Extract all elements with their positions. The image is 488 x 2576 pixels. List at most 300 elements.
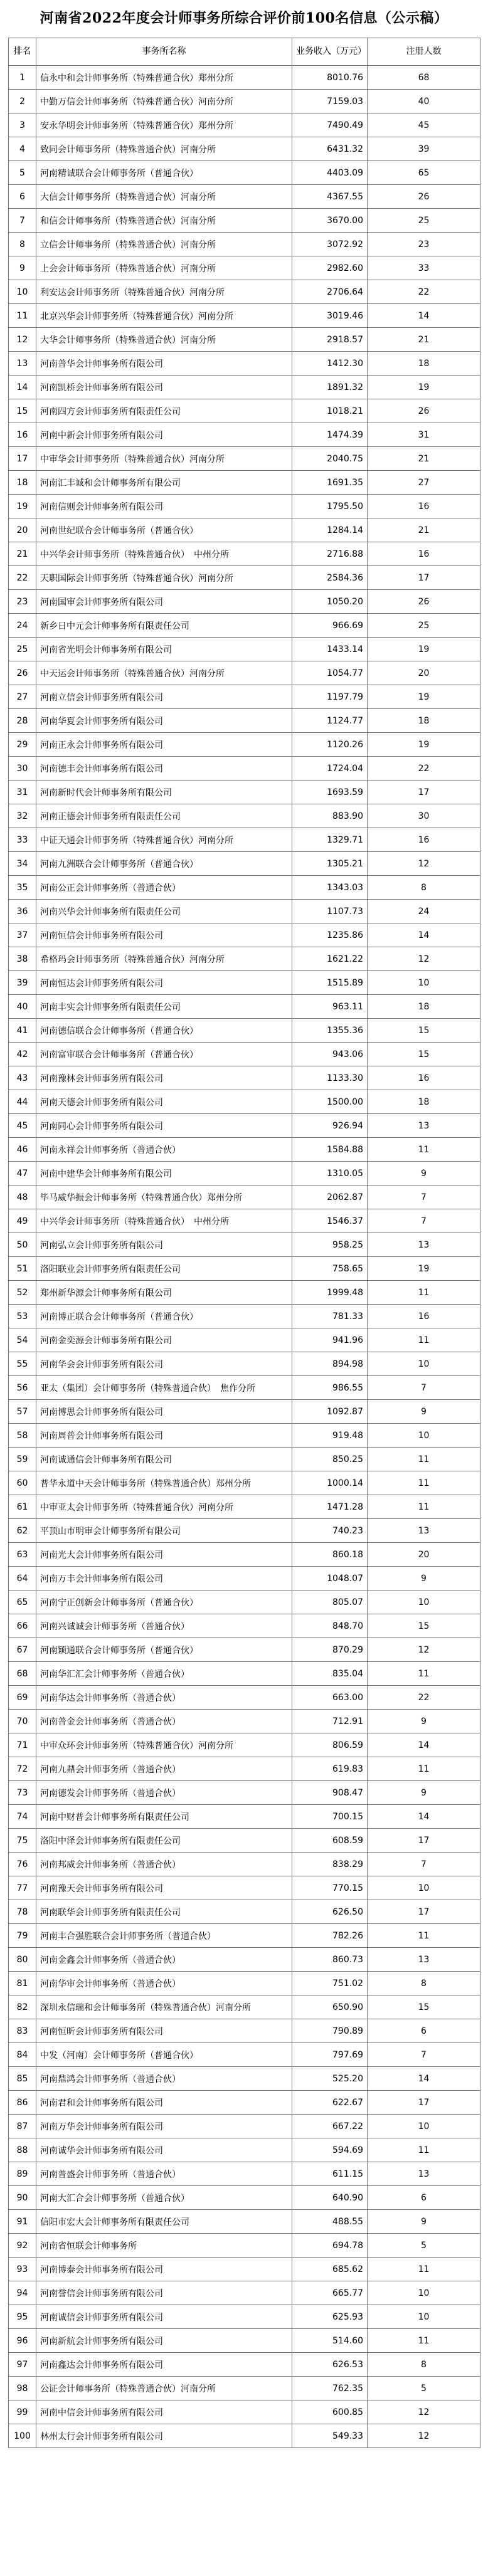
firm-name-cell: 中天运会计师事务所（特殊普通合伙）河南分所 [36,661,292,685]
cpa-count-cell: 26 [368,185,480,209]
revenue-cell: 549.33 [292,2424,368,2448]
revenue-cell: 626.53 [292,2353,368,2377]
revenue-cell: 4367.55 [292,185,368,209]
table-row [9,590,480,614]
revenue-cell: 740.23 [292,1519,368,1543]
firm-name-cell: 河南大汇合会计师事务所（普通合伙） [36,2186,292,2210]
ranking-table [8,38,480,2448]
cpa-count-cell: 11 [368,1448,480,1471]
table-row [9,2234,480,2258]
table-row [9,2377,480,2400]
table-row [9,1328,480,1352]
cpa-count-cell: 11 [368,1138,480,1162]
table-row [9,1900,480,1924]
revenue-cell: 963.11 [292,995,368,1019]
rank-cell: 5 [9,161,36,185]
rank-cell: 71 [9,1733,36,1757]
revenue-cell: 3072.92 [292,233,368,256]
rank-cell: 31 [9,781,36,804]
firm-name-cell: 河南万丰会计师事务所有限公司 [36,1567,292,1590]
revenue-cell: 1724.04 [292,757,368,781]
cpa-count-cell: 12 [368,2424,480,2448]
revenue-cell: 1107.73 [292,900,368,923]
rank-cell: 72 [9,1757,36,1781]
firm-name-cell: 河南永祥会计师事务所（普通合伙） [36,1138,292,1162]
cpa-count-cell: 18 [368,1090,480,1114]
revenue-cell: 7159.03 [292,90,368,113]
rank-cell: 74 [9,1805,36,1829]
revenue-cell: 663.00 [292,1686,368,1710]
rank-cell: 75 [9,1829,36,1853]
firm-name-cell: 河南华夏会计师事务所有限公司 [36,709,292,733]
rank-cell: 30 [9,757,36,781]
firm-name-cell: 天职国际会计师事务所（特殊普通合伙）河南分所 [36,566,292,590]
cpa-count-cell: 5 [368,2377,480,2400]
rank-cell: 9 [9,256,36,280]
cpa-count-cell: 40 [368,90,480,113]
revenue-cell: 594.69 [292,2138,368,2162]
table-row [9,1495,480,1519]
firm-name-cell: 河南博泰会计师事务所有限公司 [36,2258,292,2281]
firm-name-cell: 河南丰实会计师事务所有限责任公司 [36,995,292,1019]
revenue-cell: 667.22 [292,2115,368,2138]
table-row [9,709,480,733]
table-row [9,1305,480,1328]
cpa-count-cell: 65 [368,161,480,185]
firm-name-cell: 普华永道中天会计师事务所（特殊普通合伙）郑州分所 [36,1471,292,1495]
revenue-cell: 1120.26 [292,733,368,757]
rank-cell: 22 [9,566,36,590]
table-row [9,828,480,852]
firm-name-cell: 毕马威华振会计师事务所（特殊普通合伙）郑州分所 [36,1185,292,1209]
rank-cell: 70 [9,1710,36,1733]
cpa-count-cell: 7 [368,1376,480,1400]
rank-cell: 11 [9,304,36,328]
cpa-count-cell: 24 [368,900,480,923]
table-row [9,757,480,781]
revenue-cell: 622.67 [292,2091,368,2115]
table-row [9,1638,480,1662]
firm-name-cell: 河南四方会计师事务所有限责任公司 [36,399,292,423]
firm-name-cell: 河南博正联合会计师事务所（普通合伙） [36,1305,292,1328]
cpa-count-cell: 11 [368,2258,480,2281]
firm-name-cell: 河南精诚联合会计师事务所（普通合伙） [36,161,292,185]
revenue-cell: 2584.36 [292,566,368,590]
table-row [9,1948,480,1972]
firm-name-cell: 河南弘立会计师事务所有限公司 [36,1233,292,1257]
table-row [9,1066,480,1090]
cpa-count-cell: 21 [368,447,480,471]
table-row [9,1686,480,1710]
firm-name-cell: 河南九鼎会计师事务所（普通合伙） [36,1757,292,1781]
revenue-cell: 1474.39 [292,423,368,447]
table-row [9,2305,480,2329]
cpa-count-cell: 18 [368,709,480,733]
table-row [9,2186,480,2210]
firm-name-cell: 中兴华会计师事务所（特殊普通合伙） 中州分所 [36,542,292,566]
rank-cell: 94 [9,2281,36,2305]
rank-cell: 55 [9,1352,36,1376]
rank-cell: 90 [9,2186,36,2210]
firm-name-cell: 河南恒昕会计师事务所有限公司 [36,2019,292,2043]
table-row [9,518,480,542]
rank-cell: 100 [9,2424,36,2448]
rank-cell: 38 [9,947,36,971]
cpa-count-cell: 13 [368,1519,480,1543]
table-row [9,280,480,304]
rank-cell: 62 [9,1519,36,1543]
rank-cell: 69 [9,1686,36,1710]
table-row [9,233,480,256]
firm-name-cell: 河南金鑫会计师事务所（普通合伙） [36,1948,292,1972]
revenue-cell: 1310.05 [292,1162,368,1185]
rank-cell: 45 [9,1114,36,1138]
firm-name-cell: 上会会计师事务所（特殊普通合伙）河南分所 [36,256,292,280]
table-row [9,352,480,376]
firm-name-cell: 河南邦威会计师事务所（普通合伙） [36,1853,292,1876]
firm-name-cell: 新乡日中元会计师事务所有限责任公司 [36,614,292,638]
cpa-count-cell: 14 [368,2067,480,2091]
table-row [9,66,480,90]
cpa-count-cell: 9 [368,1781,480,1805]
cpa-count-cell: 10 [368,971,480,995]
firm-name-cell: 河南凯桥会计师事务所有限公司 [36,376,292,399]
table-row [9,1543,480,1567]
revenue-cell: 7490.49 [292,113,368,137]
table-row [9,328,480,352]
rank-cell: 25 [9,638,36,661]
rank-cell: 32 [9,804,36,828]
rank-cell: 83 [9,2019,36,2043]
cpa-count-cell: 11 [368,1757,480,1781]
table-row [9,971,480,995]
firm-name-cell: 深圳永信瑞和会计师事务所（特殊普通合伙）河南分所 [36,1995,292,2019]
table-row [9,1710,480,1733]
revenue-cell: 986.55 [292,1376,368,1400]
rank-cell: 48 [9,1185,36,1209]
firm-name-cell: 公证会计师事务所（特殊普通合伙）河南分所 [36,2377,292,2400]
table-row [9,1424,480,1448]
rank-cell: 12 [9,328,36,352]
revenue-cell: 1284.14 [292,518,368,542]
rank-cell: 27 [9,685,36,709]
table-row [9,1162,480,1185]
rank-cell: 2 [9,90,36,113]
revenue-cell: 1133.30 [292,1066,368,1090]
table-row [9,1090,480,1114]
cpa-count-cell: 18 [368,352,480,376]
cpa-count-cell: 11 [368,1495,480,1519]
revenue-cell: 943.06 [292,1043,368,1066]
cpa-count-cell: 13 [368,1233,480,1257]
cpa-count-cell: 27 [368,471,480,495]
table-body [9,66,480,2448]
firm-name-cell: 河南中信会计师事务所有限公司 [36,2400,292,2424]
table-row [9,399,480,423]
firm-name-cell: 河南富审联合会计师事务所（普通合伙） [36,1043,292,1066]
table-row [9,256,480,280]
firm-name-cell: 河南同心会计师事务所有限公司 [36,1114,292,1138]
table-header-row [9,38,480,66]
firm-name-cell: 河南世纪联合会计师事务所（普通合伙） [36,518,292,542]
revenue-cell: 966.69 [292,614,368,638]
cpa-count-cell: 13 [368,1948,480,1972]
rank-cell: 6 [9,185,36,209]
firm-name-cell: 河南君和会计师事务所有限公司 [36,2091,292,2115]
revenue-cell: 1433.14 [292,638,368,661]
cpa-count-cell: 9 [368,2210,480,2234]
cpa-count-cell: 31 [368,423,480,447]
cpa-count-cell: 22 [368,1686,480,1710]
rank-cell: 85 [9,2067,36,2091]
revenue-cell: 685.62 [292,2258,368,2281]
rank-cell: 19 [9,495,36,518]
rank-cell: 40 [9,995,36,1019]
rank-cell: 60 [9,1471,36,1495]
rank-cell: 10 [9,280,36,304]
revenue-cell: 894.98 [292,1352,368,1376]
firm-name-cell: 河南立信会计师事务所有限公司 [36,685,292,709]
firm-name-cell: 河南博思会计师事务所有限公司 [36,1400,292,1424]
rank-cell: 42 [9,1043,36,1066]
firm-name-cell: 河南华达会计师事务所（普通合伙） [36,1686,292,1710]
cpa-count-cell: 9 [368,1400,480,1424]
revenue-cell: 958.25 [292,1233,368,1257]
cpa-count-cell: 8 [368,2353,480,2377]
rank-cell: 61 [9,1495,36,1519]
table-row [9,661,480,685]
cpa-count-cell: 8 [368,1972,480,1995]
rank-cell: 76 [9,1853,36,1876]
revenue-cell: 1235.86 [292,923,368,947]
revenue-cell: 835.04 [292,1662,368,1686]
revenue-cell: 1343.03 [292,876,368,900]
table-row [9,1924,480,1948]
table-row [9,804,480,828]
revenue-cell: 770.15 [292,1876,368,1900]
revenue-cell: 712.91 [292,1710,368,1733]
cpa-count-cell: 19 [368,638,480,661]
cpa-count-cell: 17 [368,1900,480,1924]
cpa-count-cell: 15 [368,1043,480,1066]
firm-name-cell: 河南华会会计师事务所有限公司 [36,1352,292,1376]
rank-cell: 36 [9,900,36,923]
rank-cell: 93 [9,2258,36,2281]
rank-cell: 7 [9,209,36,233]
table-row [9,852,480,876]
table-row [9,2400,480,2424]
table-row [9,1567,480,1590]
rank-cell: 3 [9,113,36,137]
cpa-count-cell: 12 [368,852,480,876]
table-row [9,566,480,590]
firm-name-cell: 河南中财普会计师事务所有限责任公司 [36,1805,292,1829]
table-row [9,614,480,638]
cpa-count-cell: 45 [368,113,480,137]
table-row [9,471,480,495]
rank-cell: 46 [9,1138,36,1162]
rank-cell: 99 [9,2400,36,2424]
cpa-count-cell: 13 [368,1114,480,1138]
revenue-cell: 1546.37 [292,1209,368,1233]
firm-name-cell: 和信会计师事务所（特殊普通合伙）河南分所 [36,209,292,233]
cpa-count-cell: 16 [368,828,480,852]
revenue-cell: 1355.36 [292,1019,368,1043]
table-row [9,1376,480,1400]
rank-cell: 80 [9,1948,36,1972]
table-row [9,1519,480,1543]
table-row [9,2424,480,2448]
firm-name-cell: 河南信则会计师事务所有限公司 [36,495,292,518]
rank-cell: 23 [9,590,36,614]
revenue-cell: 1000.14 [292,1471,368,1495]
firm-name-cell: 河南豫天会计师事务所有限公司 [36,1876,292,1900]
cpa-count-cell: 17 [368,1829,480,1853]
cpa-count-cell: 7 [368,1853,480,1876]
firm-name-cell: 河南新时代会计师事务所有限公司 [36,781,292,804]
revenue-cell: 1500.00 [292,1090,368,1114]
table-row [9,1400,480,1424]
rank-cell: 1 [9,66,36,90]
rank-cell: 92 [9,2234,36,2258]
revenue-cell: 608.59 [292,1829,368,1853]
rank-cell: 63 [9,1543,36,1567]
revenue-cell: 2040.75 [292,447,368,471]
cpa-count-cell: 20 [368,661,480,685]
cpa-count-cell: 7 [368,2043,480,2067]
rank-cell: 91 [9,2210,36,2234]
cpa-count-cell: 17 [368,781,480,804]
rank-cell: 97 [9,2353,36,2377]
table-row [9,1185,480,1209]
table-row [9,304,480,328]
cpa-count-cell: 10 [368,1352,480,1376]
rank-cell: 43 [9,1066,36,1090]
firm-name-cell: 中发（河南）会计师事务所（普通合伙） [36,2043,292,2067]
firm-name-cell: 河南国审会计师事务所有限公司 [36,590,292,614]
revenue-cell: 611.15 [292,2162,368,2186]
firm-name-cell: 希格玛会计师事务所（特殊普通合伙）河南分所 [36,947,292,971]
table-row [9,2210,480,2234]
cpa-count-cell: 39 [368,137,480,161]
table-row [9,1209,480,1233]
cpa-count-cell: 30 [368,804,480,828]
cpa-count-cell: 9 [368,1567,480,1590]
firm-name-cell: 北京兴华会计师事务所（特殊普通合伙）河南分所 [36,304,292,328]
revenue-cell: 1305.21 [292,852,368,876]
revenue-cell: 3019.46 [292,304,368,328]
revenue-cell: 926.94 [292,1114,368,1138]
rank-cell: 28 [9,709,36,733]
rank-cell: 68 [9,1662,36,1686]
rank-cell: 66 [9,1614,36,1638]
firm-name-cell: 河南普盛会计师事务所（普通合伙） [36,2162,292,2186]
firm-name-cell: 河南汇丰诚和会计师事务所有限公司 [36,471,292,495]
rank-cell: 89 [9,2162,36,2186]
cpa-count-cell: 21 [368,518,480,542]
table-row [9,1781,480,1805]
rank-cell: 78 [9,1900,36,1924]
rank-cell: 82 [9,1995,36,2019]
table-row [9,2115,480,2138]
firm-name-cell: 中审华会计师事务所（特殊普通合伙）河南分所 [36,447,292,471]
firm-name-cell: 河南联华会计师事务所有限责任公司 [36,1900,292,1924]
firm-name-cell: 林州太行会计师事务所有限公司 [36,2424,292,2448]
table-row [9,900,480,923]
firm-name-cell: 大华会计师事务所（特殊普通合伙）河南分所 [36,328,292,352]
rank-cell: 39 [9,971,36,995]
revenue-cell: 1197.79 [292,685,368,709]
revenue-cell: 640.90 [292,2186,368,2210]
firm-name-cell: 中兴华会计师事务所（特殊普通合伙） 中州分所 [36,1209,292,1233]
revenue-cell: 908.47 [292,1781,368,1805]
cpa-count-cell: 14 [368,1805,480,1829]
cpa-count-cell: 16 [368,1305,480,1328]
cpa-count-cell: 12 [368,1638,480,1662]
firm-name-cell: 郑州新华源会计师事务所有限公司 [36,1281,292,1305]
table-row [9,947,480,971]
table-row [9,638,480,661]
header-revenue: 业务收入（万元） [292,38,368,66]
rank-cell: 14 [9,376,36,399]
table-row [9,542,480,566]
revenue-cell: 806.59 [292,1733,368,1757]
firm-name-cell: 河南华汇汇会计师事务所（普通合伙） [36,1662,292,1686]
rank-cell: 13 [9,352,36,376]
revenue-cell: 860.73 [292,1948,368,1972]
firm-name-cell: 河南诚华会计师事务所有限公司 [36,2138,292,2162]
rank-cell: 79 [9,1924,36,1948]
cpa-count-cell: 13 [368,2162,480,2186]
rank-cell: 26 [9,661,36,685]
cpa-count-cell: 15 [368,1019,480,1043]
table-row [9,495,480,518]
revenue-cell: 883.90 [292,804,368,828]
revenue-cell: 919.48 [292,1424,368,1448]
firm-name-cell: 河南宁正创新会计师事务所（普通合伙） [36,1590,292,1614]
table-row [9,1281,480,1305]
rank-cell: 88 [9,2138,36,2162]
firm-name-cell: 亚太（集团）会计师事务所（特殊普通合伙） 焦作分所 [36,1376,292,1400]
table-row [9,376,480,399]
revenue-cell: 525.20 [292,2067,368,2091]
table-row [9,1757,480,1781]
revenue-cell: 2706.64 [292,280,368,304]
firm-name-cell: 洛阳中泽会计师事务所有限责任公司 [36,1829,292,1853]
cpa-count-cell: 19 [368,1257,480,1281]
table-row [9,1138,480,1162]
cpa-count-cell: 11 [368,1281,480,1305]
revenue-cell: 1584.88 [292,1138,368,1162]
firm-name-cell: 河南鑫达会计师事务所有限公司 [36,2353,292,2377]
rank-cell: 96 [9,2329,36,2353]
revenue-cell: 762.35 [292,2377,368,2400]
rank-cell: 59 [9,1448,36,1471]
revenue-cell: 4403.09 [292,161,368,185]
rank-cell: 56 [9,1376,36,1400]
cpa-count-cell: 18 [368,995,480,1019]
firm-name-cell: 河南省恒联会计师事务所 [36,2234,292,2258]
cpa-count-cell: 10 [368,1876,480,1900]
revenue-cell: 626.50 [292,1900,368,1924]
rank-cell: 44 [9,1090,36,1114]
firm-name-cell: 河南九洲联合会计师事务所（普通合伙） [36,852,292,876]
revenue-cell: 848.70 [292,1614,368,1638]
cpa-count-cell: 21 [368,328,480,352]
revenue-cell: 514.60 [292,2329,368,2353]
firm-name-cell: 致同会计师事务所（特殊普通合伙）河南分所 [36,137,292,161]
revenue-cell: 1329.71 [292,828,368,852]
